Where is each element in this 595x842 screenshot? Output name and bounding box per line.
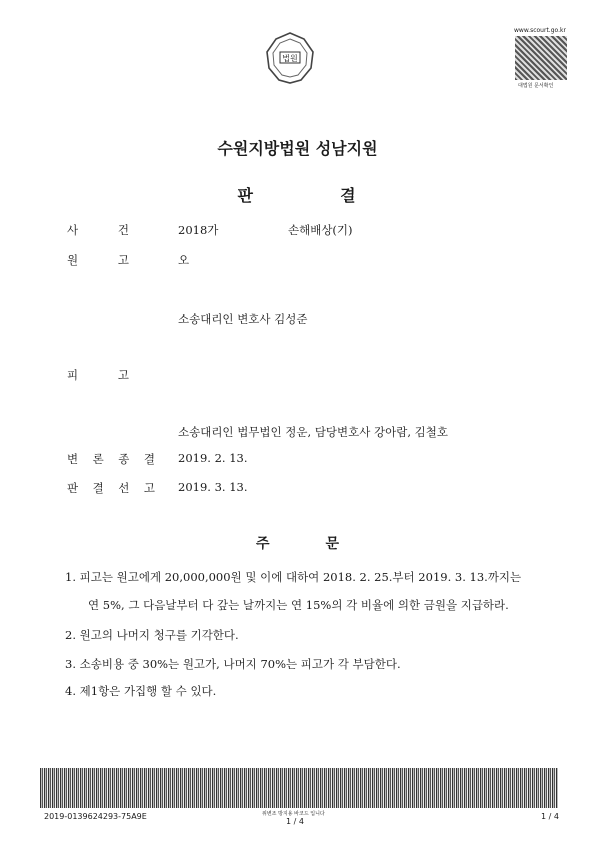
ruling-date: 2019. 3. 13. [178, 480, 248, 494]
closing-label: 변 론 종 결 [67, 452, 155, 466]
order-item: 3. 소송비용 중 30%는 원고가, 나머지 70%는 피고가 각 부담한다. [65, 657, 401, 671]
qr-caption: 대법원 문서확인 [518, 83, 554, 89]
order-item: 2. 원고의 나머지 청구를 기각한다. [65, 628, 239, 642]
order-item-cont: 연 5%, 그 다음날부터 다 갚는 날까지는 연 15%의 각 비율에 의한 금원을 지급하라. [88, 598, 509, 612]
court-url: www.scourt.go.kr [514, 27, 566, 34]
case-label: 사 건 [67, 223, 129, 237]
security-barcode [40, 768, 558, 808]
plaintiff-name: 오 [178, 253, 190, 267]
plaintiff-counsel: 소송대리인 변호사 김성준 [178, 312, 308, 326]
closing-date: 2019. 2. 13. [178, 451, 248, 465]
doc-title-char: 판 [237, 186, 255, 205]
defendant-label: 피 고 [67, 368, 129, 382]
case-name: 손해배상(기) [288, 223, 353, 237]
barcode-note: 위변조 방지용 바코드 입니다 [262, 811, 325, 817]
doc-id: 2019-0139624293-75A9E [44, 812, 147, 821]
court-name: 수원지방법원 성남지원 [217, 139, 378, 158]
plaintiff-label: 원 고 [67, 253, 129, 267]
case-number: 2018가 [178, 223, 219, 237]
defendant-counsel: 소송대리인 법무법인 정운, 담당변호사 강아람, 김철호 [178, 425, 448, 439]
seal-text: 법원 [282, 54, 298, 63]
ruling-label: 판 결 선 고 [67, 481, 155, 495]
order-item: 4. 제1항은 가집행 할 수 있다. [65, 684, 217, 698]
doc-title-char: 결 [340, 186, 358, 205]
qr-code-icon [515, 36, 567, 80]
doc-title [0, 183, 595, 206]
order-item: 1. 피고는 원고에게 20,000,000원 및 이에 대하여 2018. 2. 25.부터 2019. 3. 13.까지는 [65, 570, 522, 584]
court-seal-icon [262, 30, 318, 86]
center-page-number: 1 / 4 [286, 817, 304, 826]
order-heading: 주 문 [255, 536, 340, 552]
page-number: 1 / 4 [541, 812, 559, 821]
